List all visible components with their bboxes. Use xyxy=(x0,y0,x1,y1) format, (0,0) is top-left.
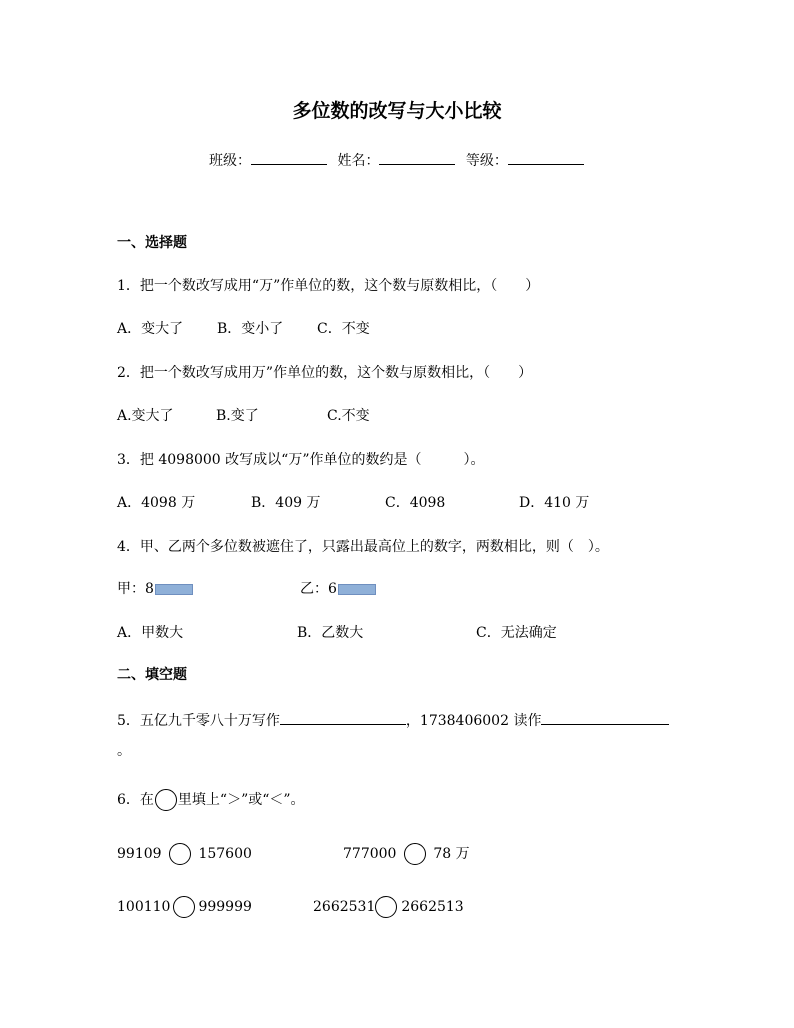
q1-option-b[interactable]: B．变小了 xyxy=(217,321,284,337)
compare-circle-input[interactable] xyxy=(169,843,191,865)
q4-jia-label: 甲：8 xyxy=(117,581,154,597)
q3-option-c[interactable]: C．4098 xyxy=(385,495,446,511)
q6-post: 里填上“＞”或“＜”。 xyxy=(177,792,305,808)
jia-mask-box xyxy=(155,584,193,595)
q6-pre: 6．在 xyxy=(117,792,154,808)
q5-part1: 5．五亿九千零八十万写作 xyxy=(117,713,280,729)
q3-option-b[interactable]: B．409 万 xyxy=(251,495,321,511)
compare-row-3 xyxy=(117,896,252,918)
question-3: 3．把 4098000 改写成以“万”作单位的数约是（ ）。 xyxy=(117,452,485,468)
q4-option-a[interactable]: A．甲数大 xyxy=(117,625,184,641)
page-title: 多位数的改写与大小比较 xyxy=(292,100,502,122)
grade-label: 等级： xyxy=(465,153,508,169)
section-heading-choice: 一、选择题 xyxy=(117,235,187,251)
compare-left: 2662531 xyxy=(313,899,376,915)
q4-jia-number xyxy=(117,580,193,598)
q2-option-a[interactable]: A.变大了 xyxy=(117,408,174,424)
name-blank[interactable] xyxy=(379,150,455,165)
compare-right: 78 万 xyxy=(433,846,470,862)
q3-option-d[interactable]: D．410 万 xyxy=(519,495,590,511)
q6-circle-icon xyxy=(155,789,177,811)
compare-left: 777000 xyxy=(343,846,397,862)
class-blank[interactable] xyxy=(251,150,327,165)
class-label: 班级： xyxy=(209,153,251,169)
q5-part2: ，1738406002 读作 xyxy=(405,713,542,729)
question-6 xyxy=(117,789,305,811)
section-heading-fill: 二、填空题 xyxy=(117,667,187,683)
compare-right: 999999 xyxy=(198,899,252,915)
q3-option-a[interactable]: A．4098 万 xyxy=(117,495,196,511)
q4-option-b[interactable]: B．乙数大 xyxy=(297,625,364,641)
compare-row-2 xyxy=(343,843,470,865)
student-info-line xyxy=(209,150,584,170)
q5-blank-1[interactable] xyxy=(280,710,406,725)
compare-circle-input[interactable] xyxy=(404,843,426,865)
compare-right: 157600 xyxy=(198,846,252,862)
question-1: 1．把一个数改写成用“万”作单位的数，这个数与原数相比，（ ） xyxy=(117,278,540,294)
question-2: 2．把一个数改写成用万”作单位的数，这个数与原数相比，（ ） xyxy=(117,365,533,381)
compare-row-1 xyxy=(117,843,252,865)
grade-blank[interactable] xyxy=(508,150,584,165)
compare-circle-input[interactable] xyxy=(375,896,397,918)
q1-option-c[interactable]: C．不变 xyxy=(317,321,370,337)
name-label: 姓名： xyxy=(337,153,380,169)
yi-mask-box xyxy=(338,584,376,595)
compare-row-4 xyxy=(313,896,464,918)
q4-yi-number xyxy=(300,580,376,598)
q2-option-c[interactable]: C.不变 xyxy=(327,408,370,424)
q5-blank-2[interactable] xyxy=(541,710,669,725)
compare-left: 99109 xyxy=(117,846,162,862)
q2-option-b[interactable]: B.变了 xyxy=(216,408,259,424)
compare-right: 2662513 xyxy=(401,899,464,915)
compare-circle-input[interactable] xyxy=(173,896,195,918)
q4-option-c[interactable]: C．无法确定 xyxy=(476,625,557,641)
q1-option-a[interactable]: A．变大了 xyxy=(117,321,184,337)
q4-yi-label: 乙：6 xyxy=(300,581,337,597)
compare-left: 100110 xyxy=(117,899,171,915)
question-5 xyxy=(117,710,669,730)
question-4: 4．甲、乙两个多位数被遮住了，只露出最高位上的数字，两数相比，则（ ）。 xyxy=(117,539,609,555)
q5-end: 。 xyxy=(117,743,131,759)
